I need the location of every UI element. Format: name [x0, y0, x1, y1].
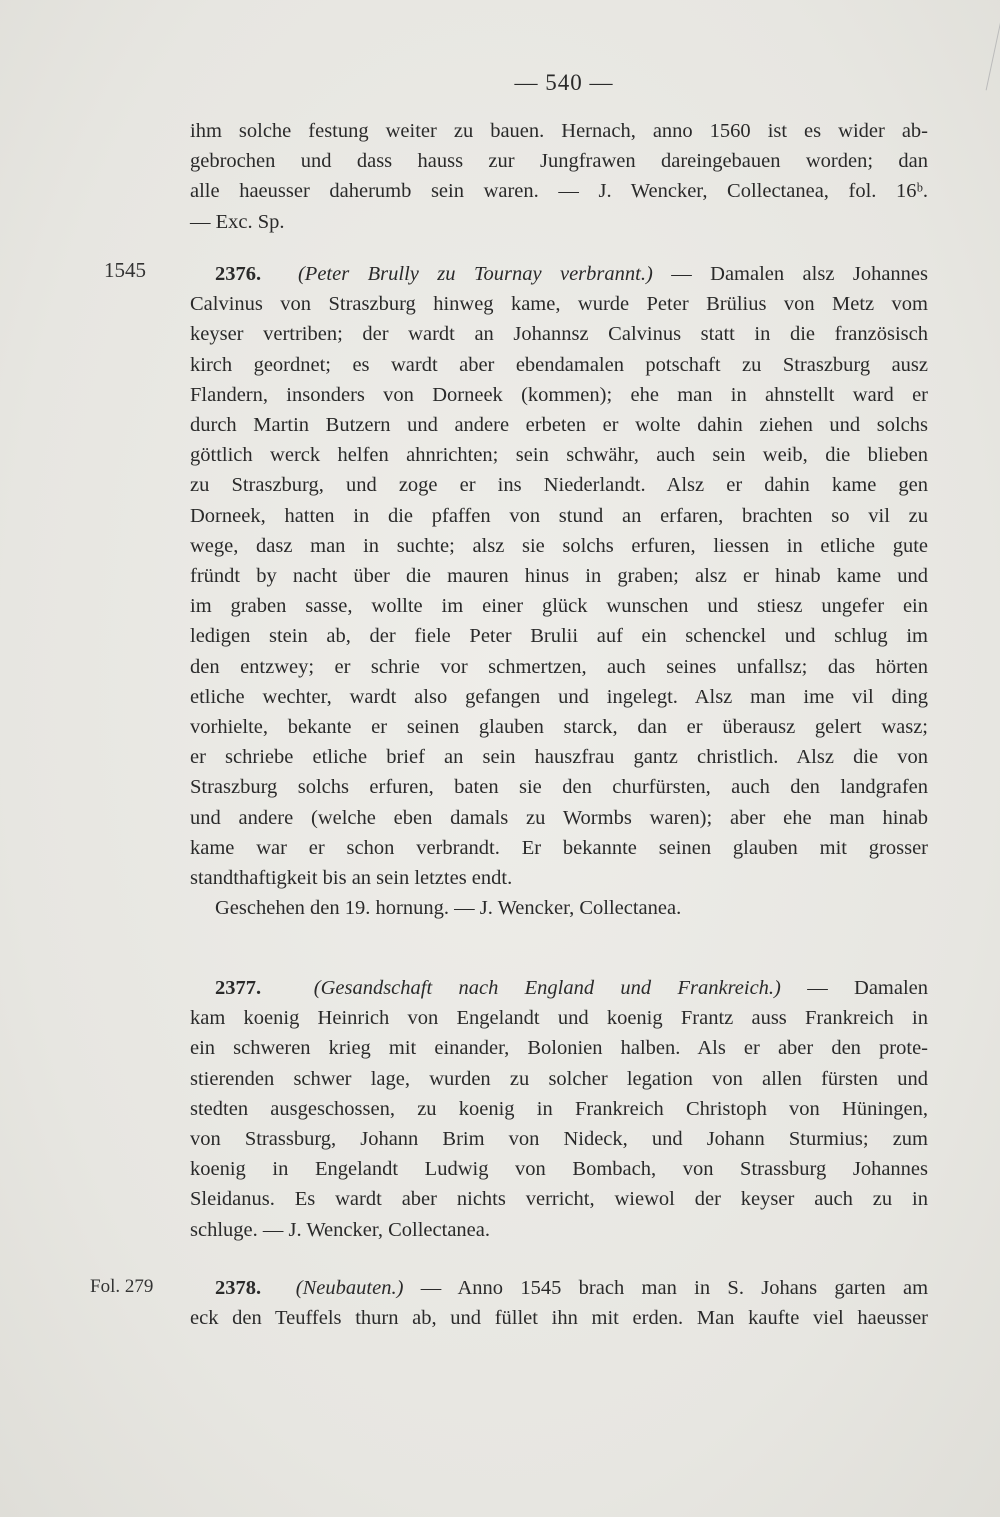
page-number: — 540 — — [514, 70, 614, 95]
text-line: standthaftigkeit bis an sein letztes endt. — [190, 867, 513, 890]
entry-2376 — [190, 259, 928, 923]
margin-folio: Fol. 279 — [90, 1276, 154, 1297]
text-line: Sleidanus. Es wardt aber nichts verricht, wiewol der keyser auch zu in — [190, 1188, 928, 1211]
entry-text: — Anno 1545 brach man in S. Johans garten am — [420, 1277, 929, 1299]
text-line: kame war er schon verbrandt. Er bekannte seinen glauben mit grosser — [190, 836, 928, 859]
entry-heading-line — [190, 973, 928, 1003]
text-line: ledigen stein ab, der fiele Peter Brulii auf ein schenckel und schlug im — [190, 625, 928, 648]
text-line: und andere (welche eben damals zu Wormbs waren); aber ehe man hinab — [190, 806, 928, 829]
text-line: stedten ausgeschossen, zu koenig in Frankreich Christoph von Hüningen, — [190, 1097, 928, 1120]
text-line: im graben sasse, wollte im einer glück wunschen und stiesz ungefer ein — [190, 595, 928, 618]
text-line: Dorneek, hatten in die pfaffen von stund an erfaren, brachten so vil zu — [190, 504, 928, 527]
text-line: gebrochen und dass hauss zur Jungfrawen dareingebauen worden; dan — [190, 150, 928, 173]
text-line: keyser vertriben; der wardt an Johannsz Calvinus statt in die französisch — [190, 323, 928, 346]
entry-2378 — [190, 1273, 928, 1333]
entry-heading-line — [190, 1273, 928, 1303]
text-line: den entzwey; er schrie vor schmertzen, auch seines unfallsz; das hörten — [190, 655, 928, 678]
entry-title: (Neubauten.) — [295, 1277, 404, 1299]
entry-number: 2377. — [215, 977, 262, 999]
text-line: Straszburg solchs erfuren, baten sie den churfürsten, auch den landgrafen — [190, 776, 928, 799]
text-line: koenig in Engelandt Ludwig von Bombach, von Strassburg Johannes — [190, 1158, 928, 1181]
text-line: ihm solche festung weiter zu bauen. Hernach, anno 1560 ist es wider ab- — [190, 120, 928, 142]
text-line: durch Martin Butzern und andere erbeten er wolte dahin ziehen und solchs — [190, 414, 928, 437]
text-line: zu Straszburg, und zoge er ins Niederlandt. Alsz er dahin kame gen — [190, 474, 928, 497]
entry-2377 — [190, 973, 928, 1245]
entry-text: — Damalen alsz Johannes — [671, 263, 929, 285]
text-line: eck den Teuffels thurn ab, und füllet ihn mit erden. Man kaufte viel haeusser — [190, 1307, 928, 1330]
text-line: etliche wechter, wardt also gefangen und ingelegt. Alsz man ime vil ding — [190, 685, 928, 708]
text-line: stierenden schwer lage, wurden zu solcher legation von allen fürsten und — [190, 1067, 928, 1090]
text-line: alle haeusser daherumb sein waren. — J. Wencker, Collectanea, fol. 16ᵇ. — [190, 180, 928, 203]
text-line: Flandern, insonders von Dorneek (kommen); ehe man in ahnstellt ward er — [190, 383, 928, 406]
entry-closing: Geschehen den 19. hornung. — J. Wencker, Collectanea. — [215, 897, 682, 920]
entry-number: 2376. — [215, 263, 262, 285]
margin-year: 1545 — [104, 258, 146, 282]
entry-heading-line — [190, 259, 928, 289]
text-line: fründt by nacht über die mauren hinus in graben; alsz er hinab kame und — [190, 565, 928, 588]
text-line: schluge. — J. Wencker, Collectanea. — [190, 1218, 490, 1241]
continuation-paragraph — [190, 116, 928, 237]
text-line: — Exc. Sp. — [190, 210, 285, 233]
entry-title: (Gesandschaft nach England und Frankreich.) — [313, 977, 781, 999]
entry-text: — Damalen — [807, 977, 929, 999]
entry-title: (Peter Brully zu Tournay verbrannt.) — [297, 263, 653, 285]
text-line: vorhielte, bekante er seinen glauben starck, dan er überausz gelert wasz; — [190, 716, 928, 739]
text-line: von Strassburg, Johann Brim von Nideck, und Johann Sturmius; zum — [190, 1128, 928, 1151]
text-line: göttlich werck helfen ahnrichten; sein schwähr, auch sein weib, die blieben — [190, 444, 928, 467]
text-line: Calvinus von Straszburg hinweg kame, wurde Peter Brülius von Metz vom — [190, 293, 928, 316]
text-line: er schriebe etliche brief an sein hauszfrau gantz christlich. Alsz die von — [190, 746, 928, 769]
text-line: ein schweren krieg mit einander, Bolonien halben. Als er aber den prote- — [190, 1037, 928, 1060]
text-line: wege, dasz man in suchte; alsz sie solchs erfuren, liessen in etliche gute — [190, 534, 928, 557]
text-line: kirch geordnet; es wardt aber ebendamalen potschaft zu Straszburg ausz — [190, 353, 928, 376]
text-line: kam koenig Heinrich von Engelandt und koenig Frantz auss Frankreich in — [190, 1007, 928, 1030]
entry-number: 2378. — [215, 1277, 262, 1299]
